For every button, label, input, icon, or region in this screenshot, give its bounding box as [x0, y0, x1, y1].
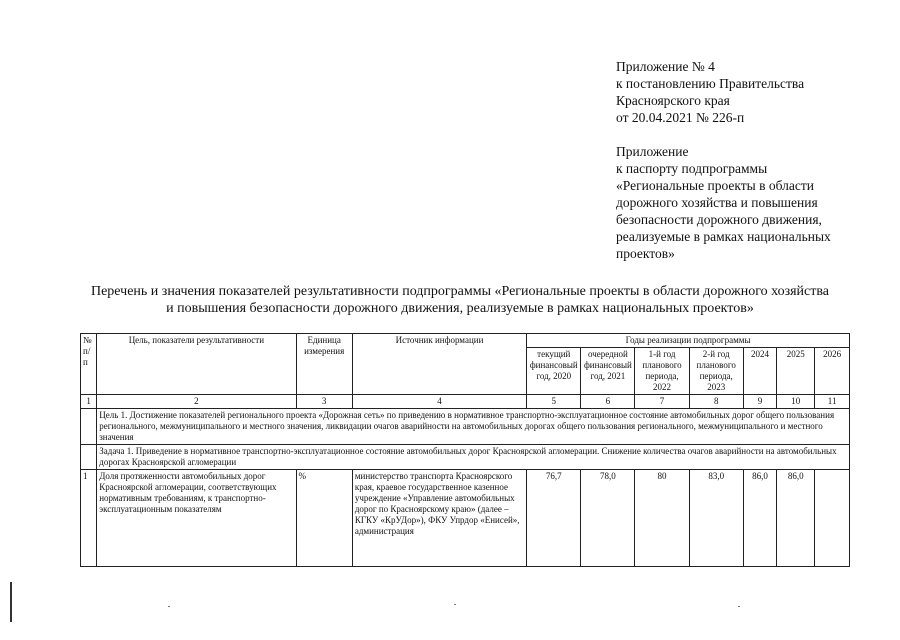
header-year-2024: 2024	[743, 348, 777, 395]
appendix-line: дорожного хозяйства и повышения	[616, 195, 818, 210]
header-years: Годы реализации подпрограммы	[527, 334, 850, 348]
column-number: 3	[296, 395, 352, 409]
indicators-table	[80, 333, 850, 567]
row-value-2020: 76,7	[527, 470, 581, 567]
title-line-1: Перечень и значения показателей результативности подпрограммы «Региональные проекты в области дорожного хозяйства	[90, 284, 830, 299]
task-row-num-cell	[81, 445, 97, 470]
appendix-line: к постановлению Правительства	[616, 76, 805, 91]
scan-speck	[168, 606, 170, 607]
task-row	[81, 445, 850, 470]
header-source: Источник информации	[352, 334, 526, 395]
column-number: 2	[97, 395, 296, 409]
column-number: 7	[635, 395, 689, 409]
row-unit: %	[296, 470, 352, 567]
row-indicator-name: Доля протяженности автомобильных дорог Красноярской агломерации, соответствующих нормативным требованиям, к транспортно-эксплуатационным показателям	[97, 470, 296, 567]
appendix-line: Красноярского края	[616, 93, 730, 108]
column-number: 1	[81, 395, 97, 409]
appendix-block-resolution	[616, 58, 886, 126]
appendix-header	[616, 58, 886, 279]
row-num: 1	[81, 470, 97, 567]
appendix-line: безопасности дорожного движения,	[616, 212, 822, 227]
header-num: № п/п	[81, 334, 97, 395]
column-number: 11	[815, 395, 850, 409]
column-number-row	[81, 395, 850, 409]
header-year-2026: 2026	[815, 348, 850, 395]
column-number: 5	[527, 395, 581, 409]
appendix-line: Приложение	[616, 144, 689, 159]
column-number: 4	[352, 395, 526, 409]
table-row	[81, 470, 850, 567]
appendix-line: реализуемые в рамках национальных	[616, 229, 831, 244]
row-value-2024: 86,0	[743, 470, 777, 567]
goal-row-num-cell	[81, 409, 97, 445]
row-value-2026	[815, 470, 850, 567]
scan-speck	[454, 604, 456, 605]
column-number: 9	[743, 395, 777, 409]
appendix-line: к паспорту подпрограммы	[616, 161, 768, 176]
header-year-2021: очередной финансовый год, 2021	[581, 348, 635, 395]
column-number: 8	[689, 395, 743, 409]
document-title	[60, 283, 860, 317]
task-text: Задача 1. Приведение в нормативное транспортно-эксплуатационное состояние автомобильных дорог Красноярской агломерации. Снижение количества очагов аварийности на автомобильных дорогах Красноярской агломерации	[97, 445, 850, 470]
header-unit: Единица измерения	[296, 334, 352, 395]
appendix-line: от 20.04.2021 № 226-п	[616, 110, 745, 125]
header-year-2022: 1-й год планового периода, 2022	[635, 348, 689, 395]
row-source: министерство транспорта Красноярского края, краевое государственное казенное учреждение «Управление автомобильных дорог по Красноярскому краю» (далее – КГКУ «КрУДор»), ФКУ Упрдор «Енисей», администрация	[352, 470, 526, 567]
header-year-2025: 2025	[777, 348, 815, 395]
row-value-2021: 78,0	[581, 470, 635, 567]
appendix-block-passport	[616, 143, 886, 262]
scan-edge-mark	[10, 582, 12, 622]
row-value-2025: 86,0	[777, 470, 815, 567]
column-number: 6	[581, 395, 635, 409]
appendix-line: «Региональные проекты в области	[616, 178, 814, 193]
title-line-2: и повышения безопасности дорожного движения, реализуемые в рамках национальных проектов»	[166, 301, 754, 316]
appendix-line: Приложение № 4	[616, 59, 715, 74]
column-number: 10	[777, 395, 815, 409]
header-goal: Цель, показатели результативности	[97, 334, 296, 395]
row-value-2023: 83,0	[689, 470, 743, 567]
scan-speck	[738, 606, 740, 607]
goal-row	[81, 409, 850, 445]
header-row-1	[81, 334, 850, 348]
header-year-2020: текущий финансовый год, 2020	[527, 348, 581, 395]
goal-text: Цель 1. Достижение показателей регионального проекта «Дорожная сеть» по приведению в нормативное транспортно-эксплуатационное состояние автомобильных дорог общего пользования регионального, межмуниципального и местного значения, ликвидации очагов аварийности на автомобильных дорогах общего пользования регионального, межмуниципального и местного значения	[97, 409, 850, 445]
appendix-line: проектов»	[616, 246, 675, 261]
row-value-2022: 80	[635, 470, 689, 567]
header-year-2023: 2-й год планового периода, 2023	[689, 348, 743, 395]
